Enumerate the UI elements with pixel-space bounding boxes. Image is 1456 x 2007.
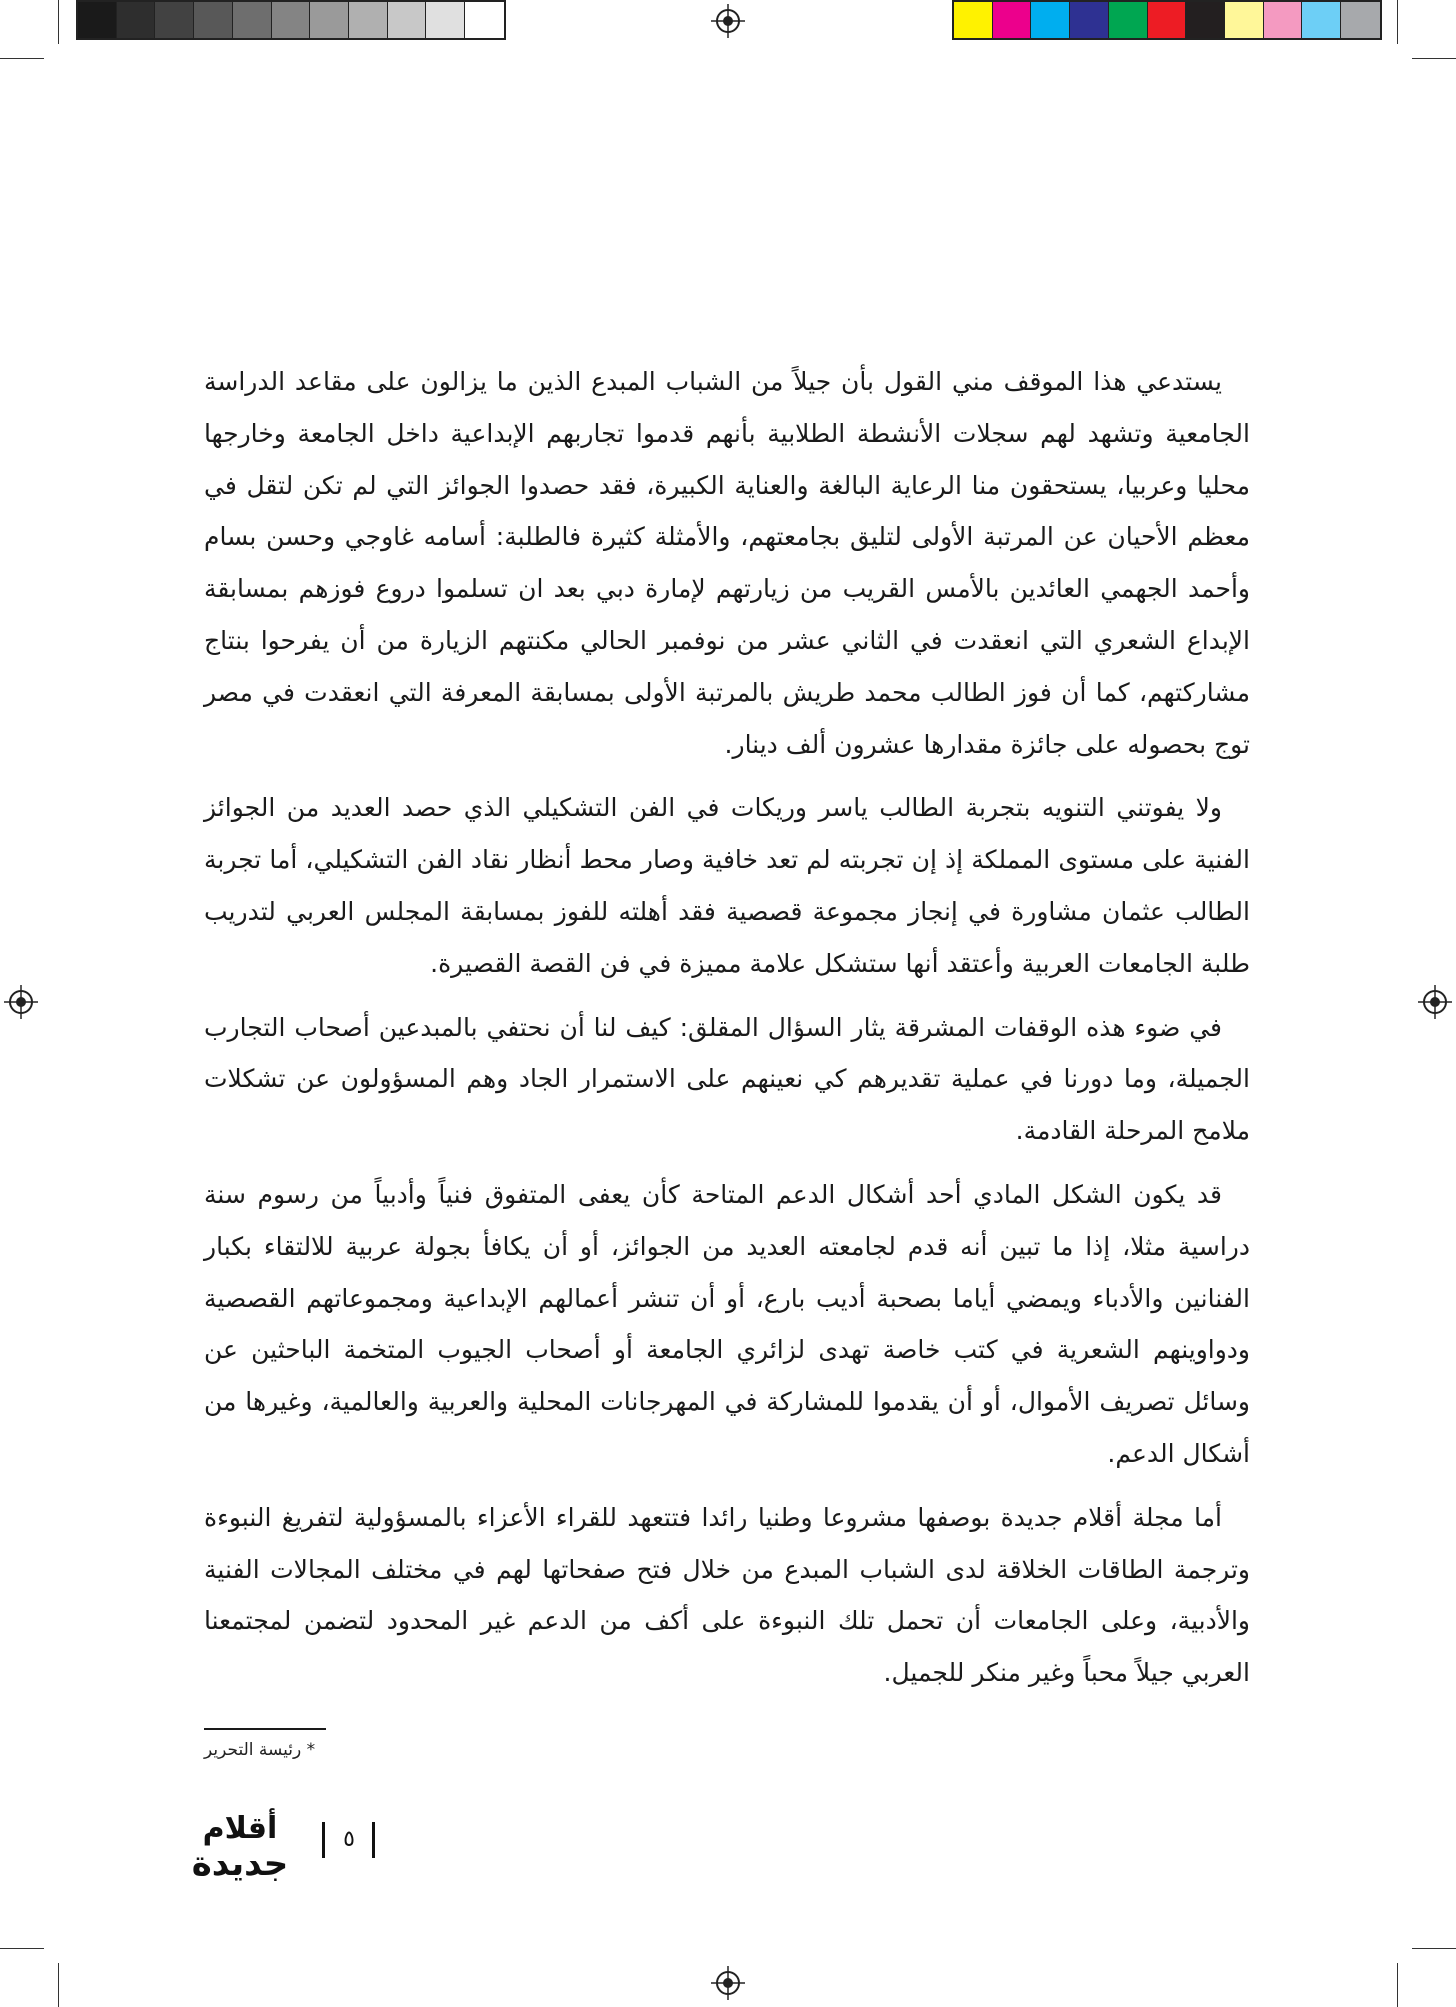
calibration-swatch: [1225, 2, 1264, 38]
crop-mark: [0, 1948, 44, 1949]
calibration-swatch: [1302, 2, 1341, 38]
calibration-swatch: [1109, 2, 1148, 38]
calibration-swatch: [1341, 2, 1380, 38]
calibration-swatch: [78, 2, 117, 38]
calibration-swatch: [272, 2, 311, 38]
crop-mark: [58, 1963, 59, 2007]
page-number-divider: [372, 1822, 375, 1858]
registration-mark-bottom: [711, 1966, 745, 2000]
calibration-swatch: [310, 2, 349, 38]
registration-mark-left: [4, 985, 38, 1019]
article-paragraph: قد يكون الشكل المادي أحد أشكال الدعم المتاحة كأن يعفى المتفوق فنياً وأدبياً من رسوم سنة دراسية مثلا، إذا ما تبين أنه قدم لجامعته العديد من الجوائز، أو أن يكافأ بجولة عربية للالتقاء بكبار الفنانين والأدباء ويمضي أياما بصحبة أديب بارع، أو أن تنشر أعمالهم الإبداعية ومجموعاتهم القصصية ودواوينهم الشعرية في كتب خاصة تهدى لزائري الجامعة أو أصحاب الجيوب المتخمة الباحثين عن وسائل تصريف الأموال، أو أن يقدموا للمشاركة في المهرجانات المحلية والعربية والعالمية، وغيرها من أشكال الدعم.: [204, 1179, 1250, 1468]
calibration-swatch: [1264, 2, 1303, 38]
crop-mark: [1412, 1948, 1456, 1949]
crop-mark: [1412, 58, 1456, 59]
crop-mark: [1397, 0, 1398, 44]
color-calibration-bar: [952, 0, 1382, 40]
calibration-swatch: [993, 2, 1032, 38]
calibration-swatch: [349, 2, 388, 38]
calibration-swatch: [1031, 2, 1070, 38]
crop-mark: [58, 0, 59, 44]
logo-line-2: جديدة: [191, 1844, 289, 1884]
calibration-swatch: [388, 2, 427, 38]
page-number-divider: [322, 1822, 325, 1858]
calibration-swatch: [1186, 2, 1225, 38]
calibration-swatch: [117, 2, 156, 38]
footnote: [204, 1740, 404, 1760]
calibration-swatch: [954, 2, 993, 38]
calibration-swatch: [194, 2, 233, 38]
article-paragraph: يستدعي هذا الموقف مني القول بأن جيلاً من الشباب المبدع الذين ما يزالون على مقاعد الدراسة الجامعية وتشهد لهم سجلات الأنشطة الطلابية بأنهم قدموا تجاربهم الإبداعية داخل الجامعة وخارجها محليا وعربيا، يستحقون منا الرعاية البالغة والعناية الكبيرة، فقد حصدوا الجوائز التي لم تكن لتقل في معظم الأحيان عن المرتبة الأولى لتليق بجامعتهم، والأمثلة كثيرة فالطلبة: أسامه غاوجي وحسن بسام وأحمد الجهمي العائدين بالأمس القريب من زيارتهم لإمارة دبي بعد ان تسلموا دروع فوزهم بمسابقة الإبداع الشعري التي انعقدت في الثاني عشر من نوفمبر الحالي مكنتهم الزيارة من أن يفرحوا بنتاج مشاركتهم، كما أن فوز الطالب محمد طريش بالمرتبة الأولى بمسابقة المعرفة التي انعقدت في مصر توج بحصوله على جائزة مقدارها عشرون ألف دينار.: [204, 367, 1250, 759]
calibration-swatch: [155, 2, 194, 38]
crop-mark: [1397, 1963, 1398, 2007]
calibration-swatch: [233, 2, 272, 38]
calibration-swatch: [465, 2, 504, 38]
registration-mark-top: [711, 4, 745, 38]
calibration-swatch: [426, 2, 465, 38]
grayscale-calibration-bar: [76, 0, 506, 40]
calibration-swatch: [1070, 2, 1109, 38]
magazine-logo: [174, 1812, 306, 1884]
article-paragraph: ولا يفوتني التنويه بتجربة الطالب ياسر وريكات في الفن التشكيلي الذي حصد العديد من الجوائز الفنية على مستوى المملكة إذ إن تجربته لم تعد خافية وصار محط أنظار نقاد الفن التشكيلي، أما تجربة الطالب عثمان مشاورة في إنجاز مجموعة قصصية فقد أهلته للفوز بمسابقة المجلس العربي لتدريب طلبة الجامعات العربية وأعتقد أنها ستشكل علامة مميزة في فن القصة القصيرة.: [204, 793, 1250, 978]
registration-mark-right: [1418, 985, 1452, 1019]
footnote-text: * رئيسة التحرير: [204, 1740, 316, 1760]
article-body: [204, 356, 1250, 1711]
footnote-divider: [204, 1728, 326, 1730]
article-paragraph: أما مجلة أقلام جديدة بوصفها مشروعا وطنيا رائدا فتتعهد للقراء الأعزاء بالمسؤولية لتفريغ النبوءة وترجمة الطاقات الخلاقة لدى الشباب المبدع من خلال فتح صفحاتها لهم في مختلف المجالات الفنية والأدبية، وعلى الجامعات أن تحمل تلك النبوءة على أكف من الدعم غير المحدود لتضمن لمجتمعنا العربي جيلاً محباً وغير منكر للجميل.: [204, 1502, 1250, 1688]
calibration-swatch: [1148, 2, 1187, 38]
article-paragraph: في ضوء هذه الوقفات المشرقة يثار السؤال المقلق: كيف لنا أن نحتفي بالمبدعين أصحاب التجارب الجميلة، وما دورنا في عملية تقديرهم كي نعينهم على الاستمرار الجاد وهم المسؤولون عن تشكلات ملامح المرحلة القادمة.: [204, 1012, 1250, 1146]
logo-line-1: أقلام: [202, 1811, 278, 1846]
crop-mark: [0, 58, 44, 59]
page-number: ٥: [343, 1827, 355, 1852]
